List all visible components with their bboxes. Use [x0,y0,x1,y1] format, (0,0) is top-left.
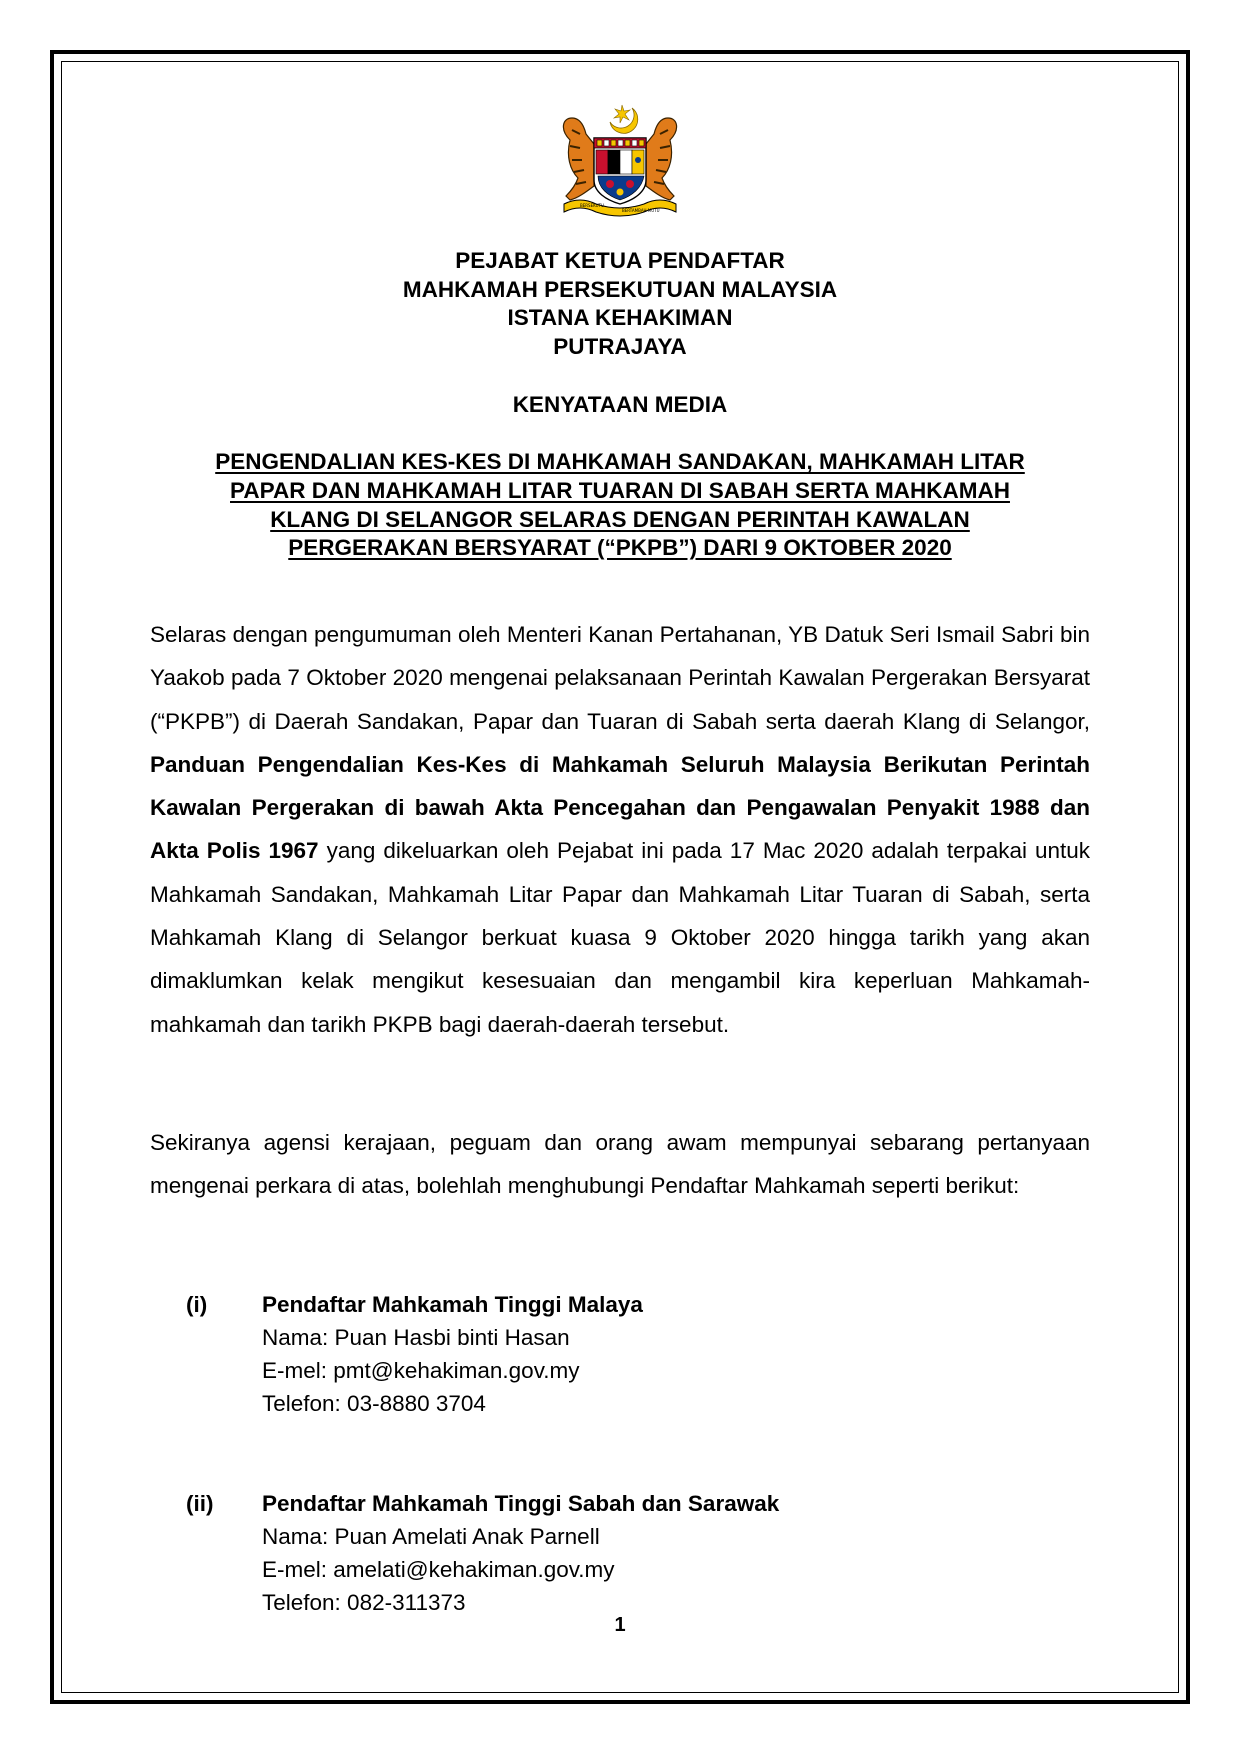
motto-right-text: BERTAMBAH MUTU [622,208,660,213]
contact-title: Pendaftar Mahkamah Tinggi Sabah dan Sarawak [262,1491,780,1516]
paragraph-1-text-end: yang dikeluarkan oleh Pejabat ini pada 17 Mac 2020 adalah terpakai untuk Mahkamah Sandakan, Mahkamah Litar Papar dan Mahkamah Litar Tuaran di Sabah, serta Mahkamah Klang di Selangor berkuat kuasa 9 Oktober 2020 hingga tarikh yang akan dimaklumkan kelak mengikut kesesuaian dan mengambil kira keperluan Mahkamah-mahkamah dan tarikh PKPB bagi daerah-daerah tersebut. [150,838,1091,1037]
header-line-1: PEJABAT KETUA PENDAFTAR [455,248,785,273]
contact-phone: Telefon: 03-8880 3704 [262,1391,486,1416]
issuer-header [0,247,1240,361]
page-number-text: 1 [614,1614,626,1636]
contact-email: E-mel: pmt@kehakiman.gov.my [262,1358,580,1383]
contact-phone: Telefon: 082-311373 [262,1590,466,1615]
contact-title: Pendaftar Mahkamah Tinggi Malaya [262,1292,643,1317]
motto-left-text: BERSEKUTU [580,203,604,208]
title-line-1: PENGENDALIAN KES-KES DI MAHKAMAH SANDAKAN, MAHKAMAH LITAR [215,449,1025,474]
body-paragraph-1 [150,613,1090,1046]
doc-type [0,391,1240,420]
contact-number: (i) [186,1292,208,1317]
press-title [0,448,1240,563]
contact-email: E-mel: amelati@kehakiman.gov.my [262,1557,615,1582]
header-line-4: PUTRAJAYA [553,333,687,359]
header-line-3: ISTANA KEHAKIMAN [507,305,733,330]
title-line-3: KLANG DI SELANGOR SELARAS DENGAN PERINTAH KAWALAN [270,506,970,532]
contact-name: Nama: Puan Amelati Anak Parnell [262,1524,600,1549]
page-number [0,1614,1240,1637]
title-line-4: PERGERAKAN BERSYARAT (“PKPB”) DARI 9 OKTOBER 2020 [288,535,952,561]
paragraph-1-text-start: Selaras dengan pengumuman oleh Menteri Kanan Pertahanan, YB Datuk Seri Ismail Sabri bin Yaakob pada 7 Oktober 2020 mengenai pelaksanaan Perintah Kawalan Pergerakan Bersyarat (“PKPB”) di Daerah Sandakan, Papar dan Tuaran di Sabah serta daerah Klang di Selangor, [150,622,1090,734]
contact-name: Nama: Puan Hasbi binti Hasan [262,1325,570,1350]
contact-number: (ii) [186,1491,214,1516]
title-line-2: PAPAR DAN MAHKAMAH LITAR TUARAN DI SABAH SERTA MAHKAMAH [230,477,1010,503]
coat-of-arms-icon [540,100,700,220]
body-paragraph-2: Sekiranya agensi kerajaan, peguam dan orang awam mempunyai sebarang pertanyaan mengenai perkara di atas, bolehlah menghubungi Pendaftar Mahkamah seperti berikut: [150,1130,1090,1199]
paragraph-1-guideline-title: Panduan Pengendalian Kes-Kes di Mahkamah Seluruh Malaysia Berikutan Perintah Kawalan Pergerakan di bawah Akta Pencegahan dan Pengawalan Penyakit 1988 dan Akta Polis 1967 [150,751,1090,864]
doc-type-label: KENYATAAN MEDIA [512,392,728,417]
header-line-2: MAHKAMAH PERSEKUTUAN MALAYSIA [402,276,838,302]
